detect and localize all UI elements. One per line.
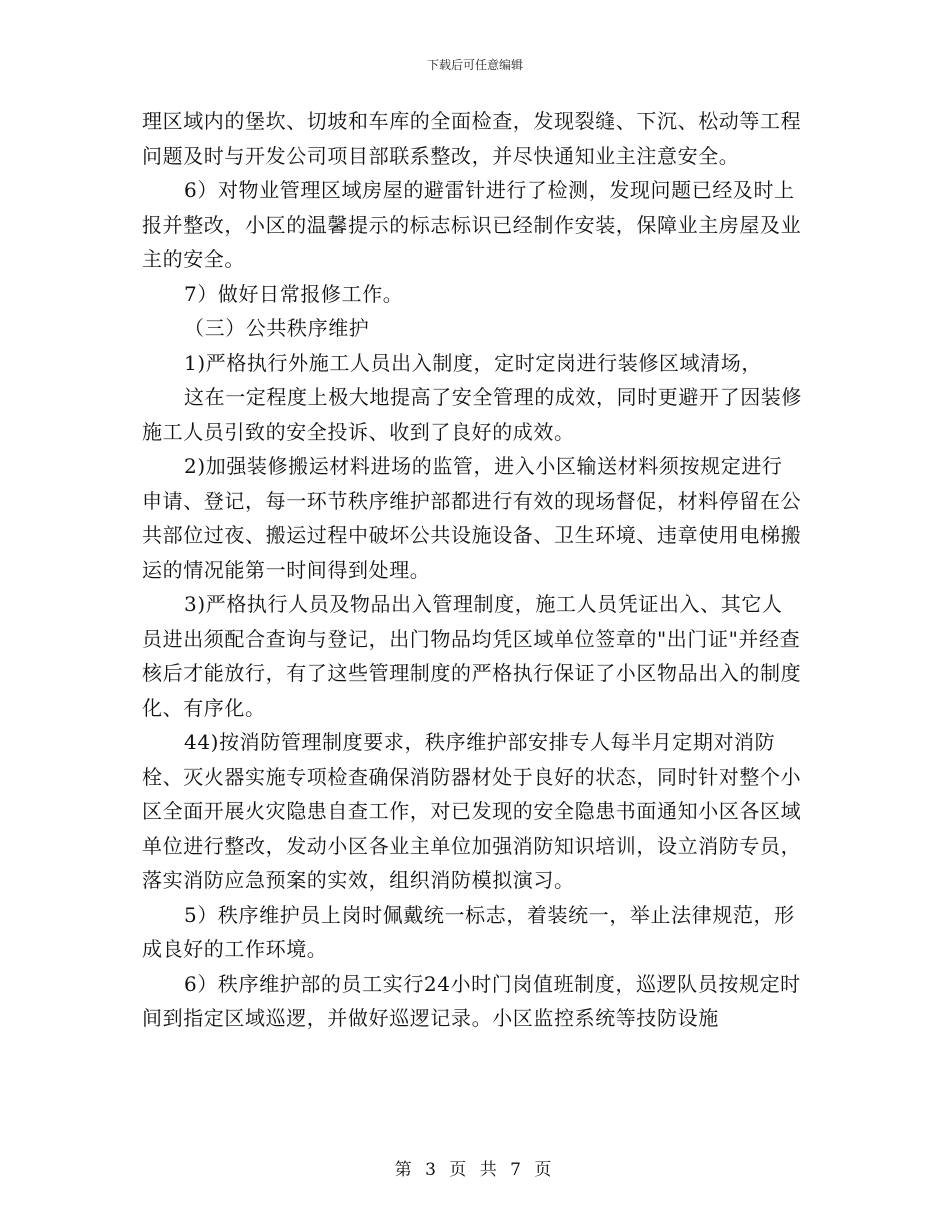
paragraph-item-1-workers: 1)严格执行外施工人员出入制度，定时定岗进行装修区域清场， <box>184 350 762 375</box>
paragraph-item-2-materials: 2)加强装修搬运材料进场的监管，进入小区输送材料须按规定进行申请、登记，每一环节秩序维护部都进行有效的现场督促，材料停留在公共部位过夜、搬运过程中破坏公共设施设备、卫生环境、违章使用电梯搬运的情况能第一时间得到处理。 <box>142 454 802 582</box>
page-number: 第 3 页 共 7 页 <box>394 1160 556 1180</box>
section-heading-public-order: （三）公共秩序维护 <box>184 316 370 340</box>
paragraph-item-4-fire: 44)按消防管理制度要求，秩序维护部安排专人每半月定期对消防栓、灭火器实施专项检查确保消防器材处于良好的状态，同时针对整个小区全面开展火灾隐患自查工作，对已发现的安全隐患书面通知小区各区域单位进行整改，发动小区各业主单位加强消防知识培训，设立消防专员，落实消防应急预案的实效，组织消防模拟演习。 <box>142 730 802 892</box>
page-header: 下载后可任意编辑 <box>426 58 523 72</box>
paragraph-item-3-access: 3)严格执行人员及物品出入管理制度，施工人员凭证出入、其它人员进出须配合查询与登记，出门物品均凭区域单位签章的"出门证"并经查核后才能放行，有了这些管理制度的严格执行保证了小区物品出入的制度化、有序化。 <box>142 592 802 720</box>
paragraph-item-6-lightning: 6）对物业管理区域房屋的避雷针进行了检测，发现问题已经及时上报并整改，小区的温馨提示的标志标识已经制作安装，保障业主房屋及业主的安全。 <box>142 178 802 271</box>
paragraph-item-6-patrol: 6）秩序维护部的员工实行24小时门岗值班制度，巡逻队员按规定时间到指定区域巡逻，并做好巡逻记录。小区监控系统等技防设施 <box>142 971 801 1030</box>
paragraph-continuation: 理区域内的堡坎、切坡和车库的全面检查，发现裂缝、下沉、松动等工程问题及时与开发公司项目部联系整改，并尽快通知业主注意安全。 <box>142 109 802 168</box>
document-body <box>142 104 802 1036</box>
paragraph-item-1-continuation: 这在一定程度上极大地提高了安全管理的成效，同时更避开了因装修施工人员引致的安全投诉、收到了良好的成效。 <box>142 385 802 444</box>
paragraph-item-7-repair: 7）做好日常报修工作。 <box>184 281 404 306</box>
paragraph-item-5-uniform: 5）秩序维护员上岗时佩戴统一标志，着装统一，举止法律规范，形成良好的工作环境。 <box>142 902 795 961</box>
